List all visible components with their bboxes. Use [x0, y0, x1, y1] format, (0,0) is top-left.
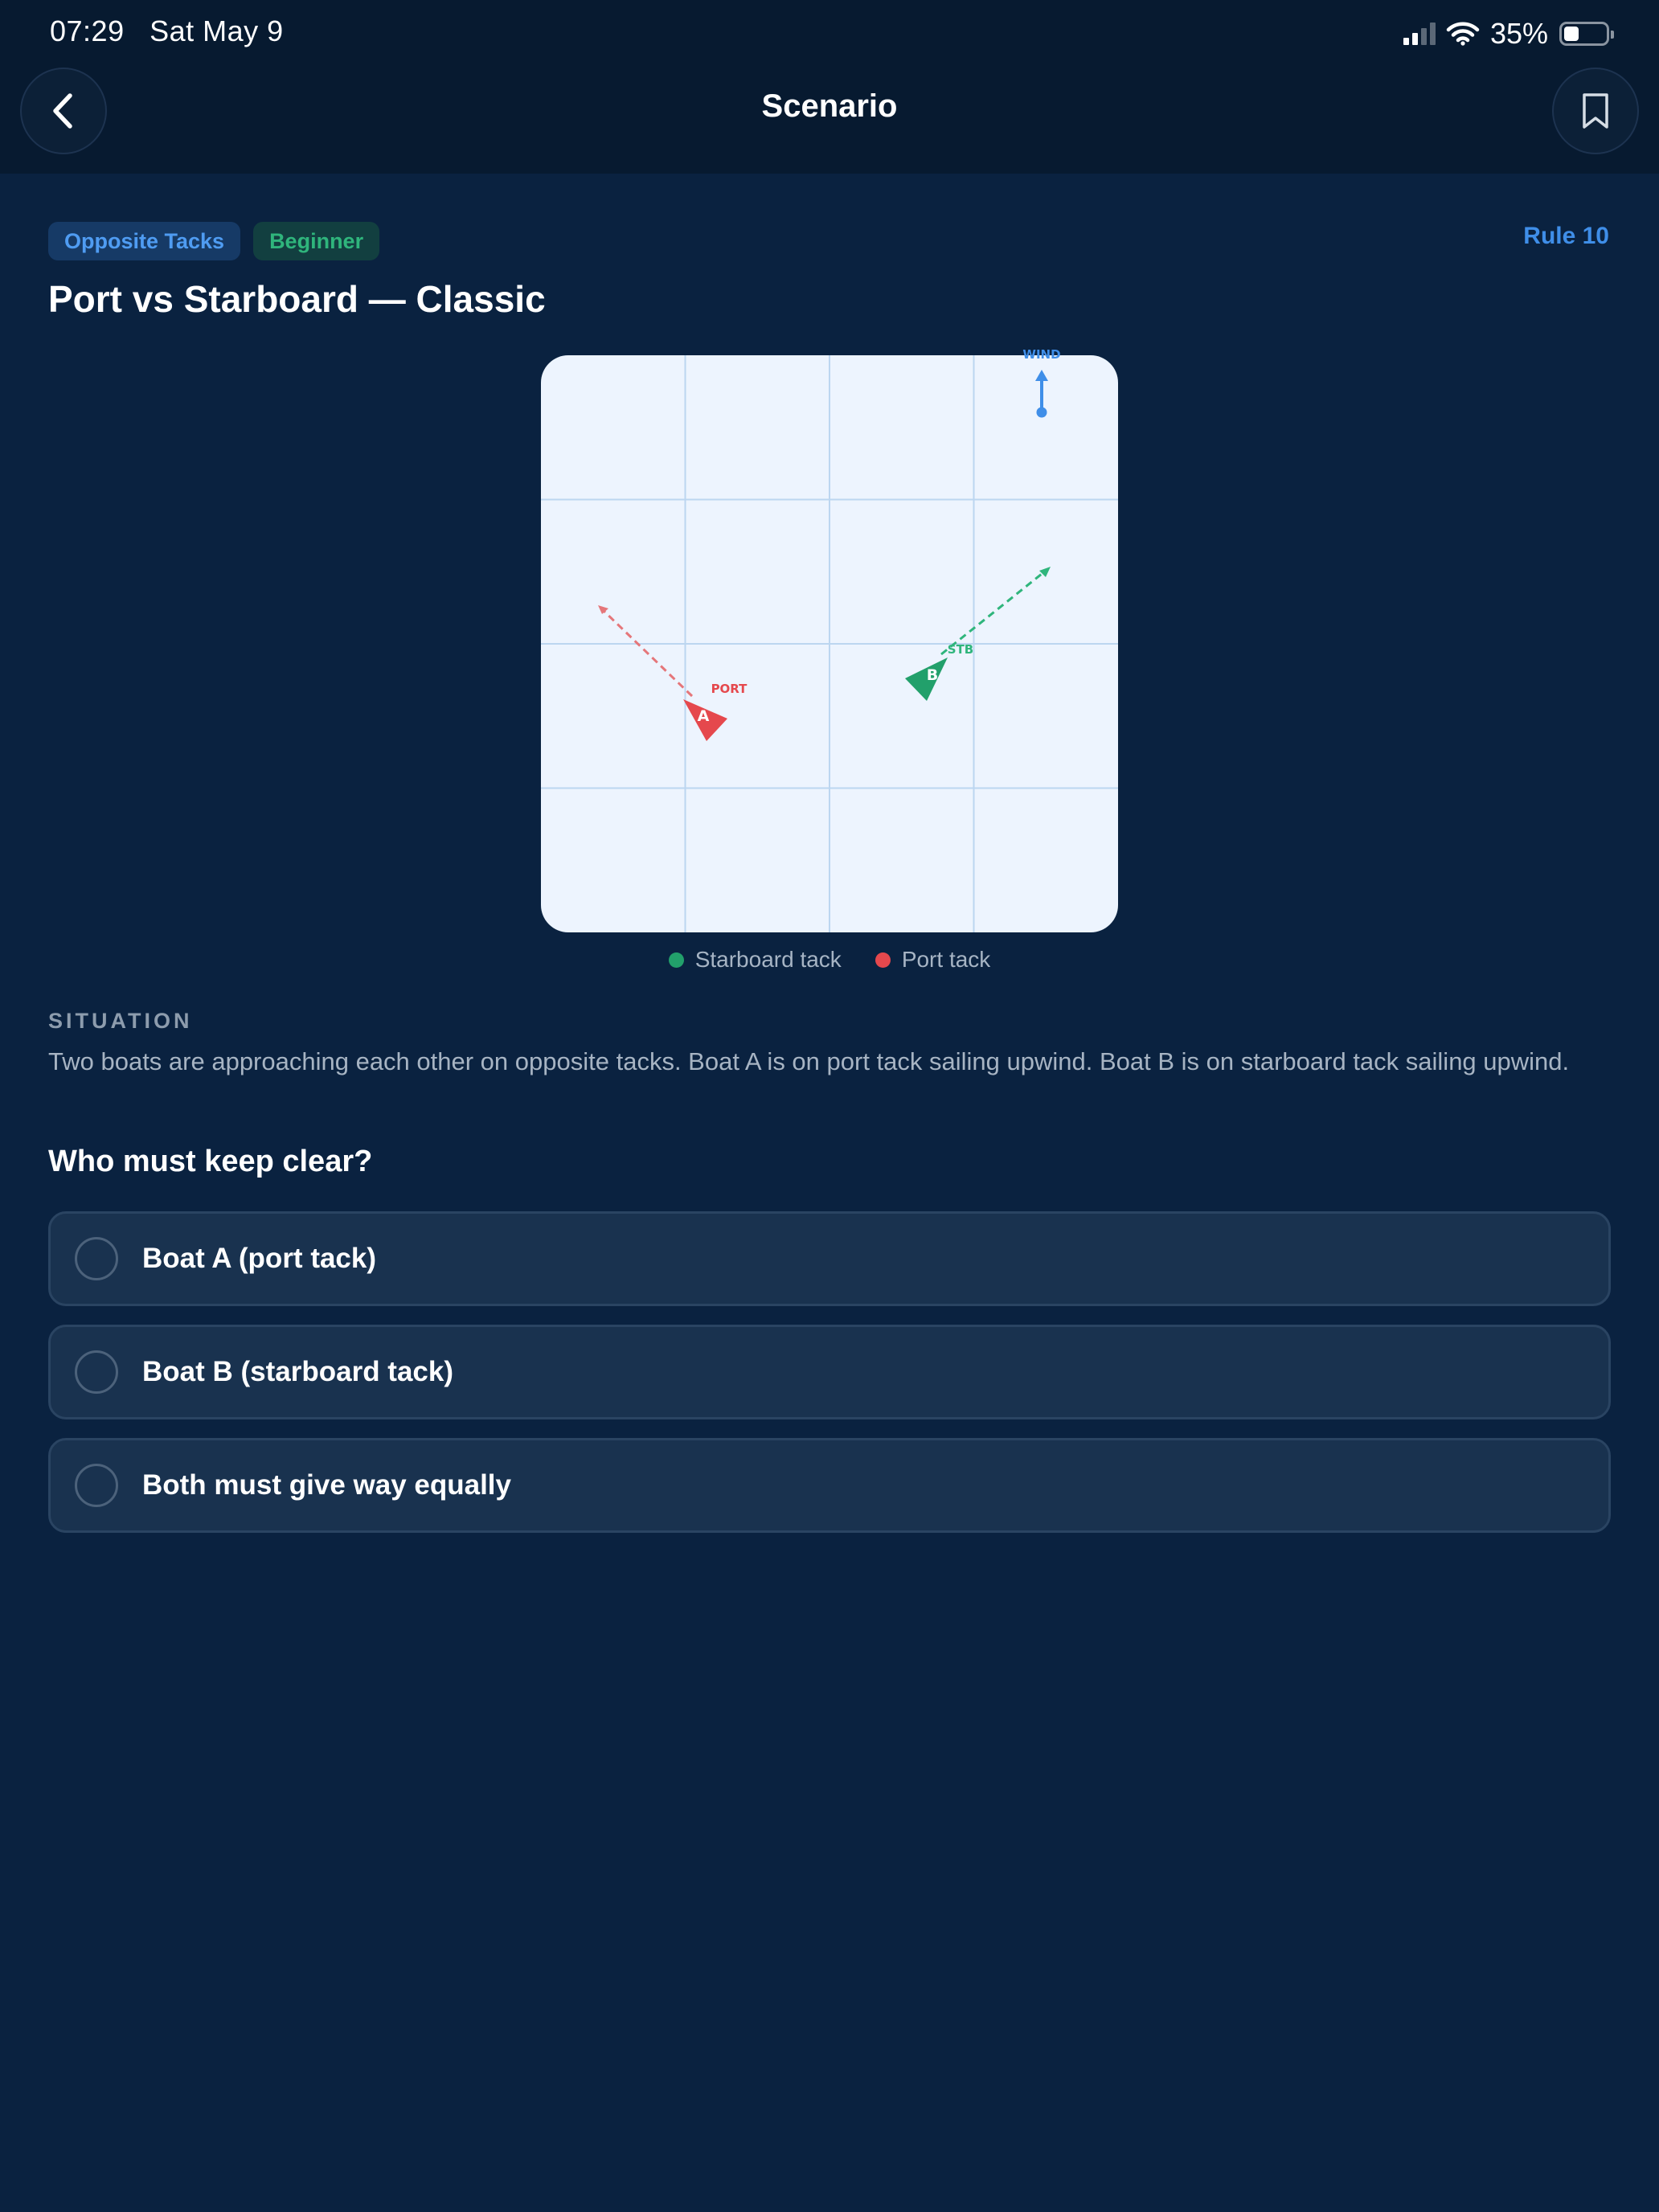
wind-label: WIND [1022, 347, 1061, 362]
boat-b-label: STB [947, 642, 974, 657]
legend-label: Starboard tack [694, 947, 842, 972]
category-tag: Opposite Tacks [48, 222, 240, 260]
answer-label: Boat B (starboard tack) [142, 1356, 454, 1387]
wind-indicator [1022, 347, 1060, 418]
diagram-grid [541, 355, 1118, 932]
status-time [50, 14, 284, 48]
legend-item-port [875, 947, 990, 973]
battery-percent: 35% [1489, 17, 1548, 50]
boat-a-label: PORT [711, 682, 748, 696]
situation-heading: SITUATION [48, 1009, 193, 1033]
difficulty-tag: Beginner [253, 222, 379, 260]
wifi-icon [1447, 22, 1479, 46]
boat-a-letter: A [697, 707, 710, 725]
legend-label: Port tack [901, 947, 991, 972]
status-clock: 07:29 [50, 14, 125, 47]
situation-text: Two boats are approaching each other on opposite tacks. Boat A is on port tack sailing upwind. Boat B is on starboard tack sailing upwind. [48, 1047, 1570, 1075]
tag-list [48, 222, 379, 260]
page-title: Scenario [761, 88, 898, 124]
question-text: Who must keep clear? [48, 1145, 373, 1178]
radio-button[interactable] [75, 1464, 118, 1507]
legend-item-starboard [669, 947, 842, 973]
boat-b-letter: B [926, 666, 939, 684]
scenario-diagram [541, 347, 1118, 932]
answer-label: Boat A (port tack) [142, 1243, 377, 1274]
top-bar [0, 0, 1659, 174]
bookmark-icon [1579, 91, 1612, 131]
battery-level [1564, 27, 1579, 41]
starboard-dot-icon [669, 952, 684, 968]
scenario-title: Port vs Starboard — Classic [48, 278, 546, 320]
answer-options [48, 1211, 1611, 1551]
answer-option-both[interactable] [48, 1438, 1611, 1533]
cellular-signal-icon [1403, 23, 1436, 45]
boat-a-course [602, 609, 692, 696]
boat-b [905, 567, 1051, 701]
status-indicators [1403, 16, 1609, 51]
radio-button[interactable] [75, 1237, 118, 1280]
diagram-legend [0, 947, 1659, 973]
battery-icon [1559, 22, 1609, 46]
rule-link[interactable]: Rule 10 [1523, 223, 1609, 249]
boat-a [598, 605, 748, 741]
answer-option-boat-a[interactable] [48, 1211, 1611, 1306]
status-date: Sat May 9 [150, 14, 284, 47]
answer-option-boat-b[interactable] [48, 1325, 1611, 1419]
port-dot-icon [875, 952, 891, 968]
answer-label: Both must give way equally [142, 1469, 511, 1501]
bookmark-button[interactable] [1552, 68, 1639, 154]
radio-button[interactable] [75, 1350, 118, 1394]
diagram-canvas [541, 347, 1118, 932]
